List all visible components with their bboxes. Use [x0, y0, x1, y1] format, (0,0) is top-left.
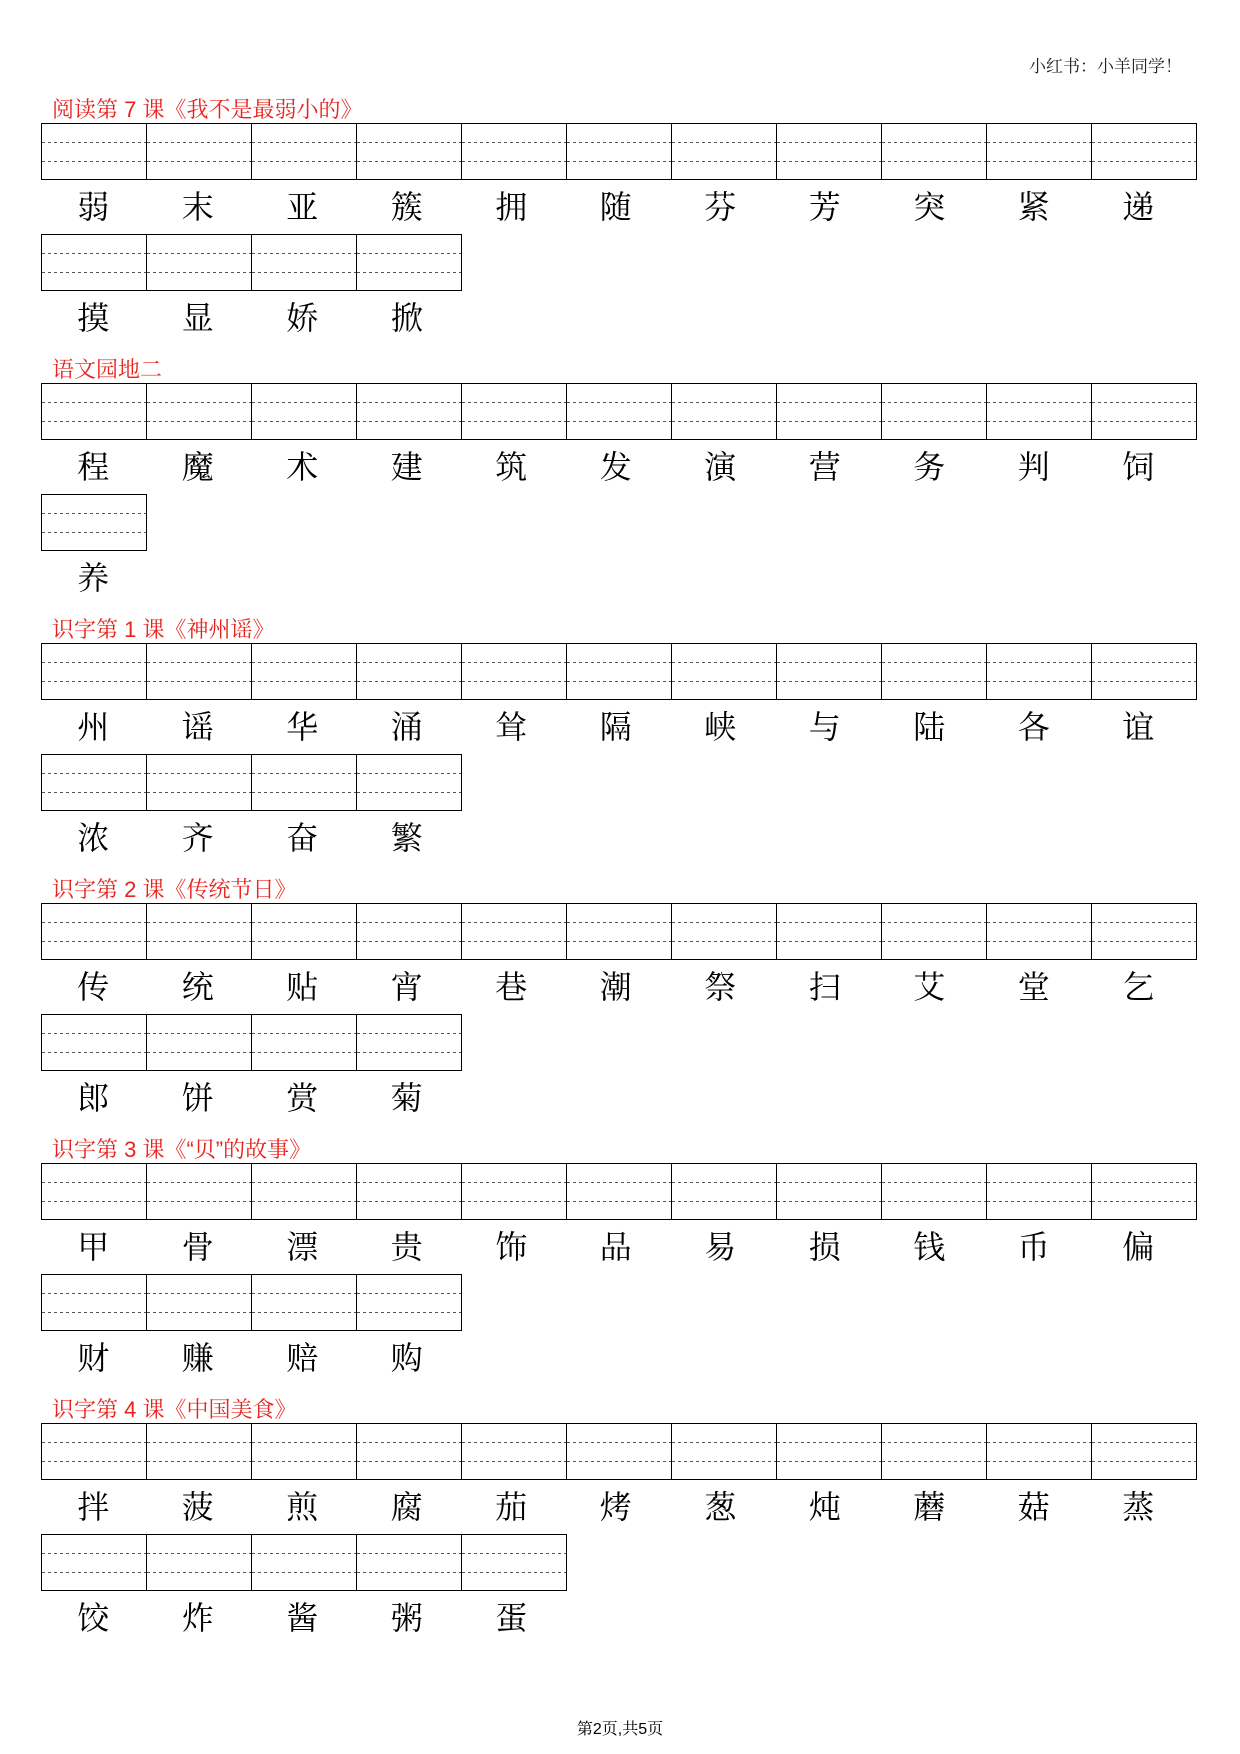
writing-box[interactable]: [1091, 1163, 1197, 1220]
vocab-character: 币: [1017, 1228, 1050, 1266]
writing-box[interactable]: [146, 754, 252, 811]
vocab-character: 贴: [286, 968, 319, 1006]
lesson-title: 识字第 4 课《中国美食》: [52, 1397, 297, 1422]
vocab-character: 递: [1122, 188, 1155, 226]
character-row: [41, 1163, 1201, 1274]
vocab-character: 粥: [390, 1599, 423, 1637]
lesson-section: [41, 1397, 1201, 1645]
writing-box[interactable]: [881, 123, 987, 180]
writing-box[interactable]: [671, 383, 777, 440]
writing-box[interactable]: [986, 903, 1092, 960]
writing-box[interactable]: [41, 494, 147, 551]
vocab-character: 炸: [181, 1599, 214, 1637]
vocab-character: 艾: [913, 968, 946, 1006]
lesson-title: 识字第 3 课《“贝”的故事》: [52, 1137, 312, 1162]
vocab-character: 腐: [390, 1488, 423, 1526]
character-row: [41, 1274, 1201, 1385]
vocab-character: 紧: [1017, 188, 1050, 226]
writing-box[interactable]: [41, 123, 147, 180]
writing-grid: [41, 123, 1201, 180]
lesson-section: [41, 617, 1201, 865]
writing-box[interactable]: [566, 123, 672, 180]
lesson-title: 阅读第 7 课《我不是最弱小的》: [52, 97, 363, 122]
writing-box[interactable]: [881, 1163, 987, 1220]
character-row: [41, 903, 1201, 1014]
writing-box[interactable]: [356, 1163, 462, 1220]
vocab-character: 统: [181, 968, 214, 1006]
writing-box[interactable]: [251, 383, 357, 440]
vocab-character: 娇: [286, 299, 319, 337]
lesson-section: [41, 1137, 1201, 1385]
vocab-character: 显: [181, 299, 214, 337]
character-row: [41, 383, 1201, 494]
character-list: [41, 1220, 1201, 1274]
writing-box[interactable]: [461, 903, 567, 960]
writing-box[interactable]: [776, 1163, 882, 1220]
writing-box[interactable]: [776, 903, 882, 960]
writing-box[interactable]: [671, 1163, 777, 1220]
writing-box[interactable]: [356, 903, 462, 960]
writing-box[interactable]: [461, 1163, 567, 1220]
vocab-character: 齐: [181, 819, 214, 857]
lesson-section: [41, 357, 1201, 605]
vocab-character: 隔: [599, 708, 632, 746]
brand-label: 小红书：小羊同学！: [1029, 57, 1182, 76]
character-row: [41, 643, 1201, 754]
writing-box[interactable]: [776, 123, 882, 180]
writing-box[interactable]: [356, 1014, 462, 1071]
vocab-character: 蘑: [913, 1488, 946, 1526]
writing-box[interactable]: [146, 903, 252, 960]
writing-box[interactable]: [41, 383, 147, 440]
vocab-character: 煎: [286, 1488, 319, 1526]
writing-box[interactable]: [251, 1014, 357, 1071]
writing-grid: [41, 494, 1201, 551]
lesson-section: [41, 877, 1201, 1125]
writing-box[interactable]: [986, 643, 1092, 700]
vocab-character: 随: [599, 188, 632, 226]
writing-box[interactable]: [461, 1534, 567, 1591]
writing-box[interactable]: [671, 643, 777, 700]
vocab-character: 判: [1017, 448, 1050, 486]
worksheet: [41, 97, 1201, 1657]
writing-box[interactable]: [881, 903, 987, 960]
vocab-character: 末: [181, 188, 214, 226]
vocab-character: 华: [286, 708, 319, 746]
writing-box[interactable]: [251, 903, 357, 960]
writing-box[interactable]: [566, 383, 672, 440]
vocab-character: 繁: [390, 819, 423, 857]
vocab-character: 拌: [77, 1488, 110, 1526]
writing-box[interactable]: [881, 643, 987, 700]
writing-box[interactable]: [146, 643, 252, 700]
writing-grid: [41, 1274, 1201, 1331]
vocab-character: 漂: [286, 1228, 319, 1266]
vocab-character: 品: [599, 1228, 632, 1266]
vocab-character: 谣: [181, 708, 214, 746]
writing-box[interactable]: [41, 1014, 147, 1071]
character-row: [41, 1014, 1201, 1125]
vocab-character: 茄: [495, 1488, 528, 1526]
writing-box[interactable]: [251, 1534, 357, 1591]
writing-box[interactable]: [881, 1423, 987, 1480]
vocab-character: 芬: [704, 188, 737, 226]
vocab-character: 葱: [704, 1488, 737, 1526]
writing-box[interactable]: [566, 1163, 672, 1220]
writing-box[interactable]: [251, 754, 357, 811]
character-list: [41, 440, 1201, 494]
writing-box[interactable]: [1091, 123, 1197, 180]
lesson-title: 识字第 1 课《神州谣》: [52, 617, 275, 642]
vocab-character: 郎: [77, 1079, 110, 1117]
character-list: [41, 551, 1201, 605]
vocab-character: 养: [77, 559, 110, 597]
writing-grid: [41, 383, 1201, 440]
writing-box[interactable]: [776, 1423, 882, 1480]
vocab-character: 突: [913, 188, 946, 226]
writing-box[interactable]: [881, 383, 987, 440]
vocab-character: 芳: [808, 188, 841, 226]
vocab-character: 菠: [181, 1488, 214, 1526]
writing-box[interactable]: [41, 643, 147, 700]
vocab-character: 堂: [1017, 968, 1050, 1006]
vocab-character: 术: [286, 448, 319, 486]
writing-box[interactable]: [986, 123, 1092, 180]
writing-box[interactable]: [671, 903, 777, 960]
vocab-character: 簇: [390, 188, 423, 226]
writing-box[interactable]: [461, 643, 567, 700]
vocab-character: 甲: [77, 1228, 110, 1266]
vocab-character: 传: [77, 968, 110, 1006]
writing-box[interactable]: [461, 1423, 567, 1480]
vocab-character: 扫: [808, 968, 841, 1006]
character-row: [41, 1423, 1201, 1534]
vocab-character: 乞: [1122, 968, 1155, 1006]
character-row: [41, 234, 1201, 345]
vocab-character: 饼: [181, 1079, 214, 1117]
writing-box[interactable]: [251, 123, 357, 180]
vocab-character: 发: [599, 448, 632, 486]
vocab-character: 建: [390, 448, 423, 486]
vocab-character: 潮: [599, 968, 632, 1006]
writing-box[interactable]: [776, 383, 882, 440]
lesson-title: 语文园地二: [52, 357, 163, 382]
writing-box[interactable]: [986, 383, 1092, 440]
writing-box[interactable]: [41, 754, 147, 811]
writing-box[interactable]: [146, 1014, 252, 1071]
vocab-character: 饰: [495, 1228, 528, 1266]
writing-box[interactable]: [251, 1274, 357, 1331]
writing-box[interactable]: [146, 1274, 252, 1331]
writing-box[interactable]: [671, 1423, 777, 1480]
writing-box[interactable]: [41, 1274, 147, 1331]
vocab-character: 浓: [77, 819, 110, 857]
vocab-character: 拥: [495, 188, 528, 226]
writing-box[interactable]: [146, 234, 252, 291]
vocab-character: 峡: [704, 708, 737, 746]
writing-box[interactable]: [146, 383, 252, 440]
writing-grid: [41, 754, 1201, 811]
character-row: [41, 1534, 1201, 1645]
writing-box[interactable]: [461, 383, 567, 440]
vocab-character: 务: [913, 448, 946, 486]
page-number: 第2页,共5页: [576, 1721, 664, 1738]
character-list: [41, 1591, 1201, 1645]
vocab-character: 易: [704, 1228, 737, 1266]
writing-box[interactable]: [146, 123, 252, 180]
writing-grid: [41, 1014, 1201, 1071]
vocab-character: 菊: [390, 1079, 423, 1117]
vocab-character: 奋: [286, 819, 319, 857]
vocab-character: 魔: [181, 448, 214, 486]
vocab-character: 亚: [286, 188, 319, 226]
vocab-character: 财: [77, 1339, 110, 1377]
vocab-character: 巷: [495, 968, 528, 1006]
vocab-character: 州: [77, 708, 110, 746]
writing-box[interactable]: [986, 1163, 1092, 1220]
writing-box[interactable]: [1091, 643, 1197, 700]
writing-box[interactable]: [146, 1534, 252, 1591]
writing-box[interactable]: [1091, 1423, 1197, 1480]
writing-box[interactable]: [356, 1274, 462, 1331]
writing-box[interactable]: [356, 383, 462, 440]
writing-box[interactable]: [1091, 903, 1197, 960]
lesson-title: 识字第 2 课《传统节日》: [52, 877, 297, 902]
writing-box[interactable]: [566, 903, 672, 960]
writing-box[interactable]: [356, 643, 462, 700]
writing-grid: [41, 643, 1201, 700]
writing-box[interactable]: [146, 1163, 252, 1220]
vocab-character: 赚: [181, 1339, 214, 1377]
writing-box[interactable]: [356, 754, 462, 811]
writing-box[interactable]: [356, 1534, 462, 1591]
writing-box[interactable]: [251, 1423, 357, 1480]
character-list: [41, 811, 1201, 865]
writing-grid: [41, 1423, 1201, 1480]
vocab-character: 烤: [599, 1488, 632, 1526]
writing-box[interactable]: [41, 1423, 147, 1480]
writing-grid: [41, 1163, 1201, 1220]
writing-box[interactable]: [41, 234, 147, 291]
vocab-character: 陆: [913, 708, 946, 746]
vocab-character: 祭: [704, 968, 737, 1006]
writing-box[interactable]: [251, 234, 357, 291]
vocab-character: 与: [808, 708, 841, 746]
vocab-character: 掀: [390, 299, 423, 337]
vocab-character: 蛋: [495, 1599, 528, 1637]
character-list: [41, 291, 1201, 345]
writing-grid: [41, 903, 1201, 960]
writing-box[interactable]: [41, 1534, 147, 1591]
writing-box[interactable]: [356, 123, 462, 180]
lesson-section: [41, 97, 1201, 345]
writing-box[interactable]: [41, 1163, 147, 1220]
vocab-character: 饲: [1122, 448, 1155, 486]
writing-box[interactable]: [566, 643, 672, 700]
character-row: [41, 494, 1201, 605]
vocab-character: 贵: [390, 1228, 423, 1266]
writing-box[interactable]: [251, 1163, 357, 1220]
writing-box[interactable]: [146, 1423, 252, 1480]
vocab-character: 偏: [1122, 1228, 1155, 1266]
vocab-character: 炖: [808, 1488, 841, 1526]
character-row: [41, 754, 1201, 865]
writing-box[interactable]: [566, 1423, 672, 1480]
vocab-character: 蒸: [1122, 1488, 1155, 1526]
writing-box[interactable]: [356, 234, 462, 291]
character-list: [41, 1480, 1201, 1534]
vocab-character: 酱: [286, 1599, 319, 1637]
vocab-character: 赏: [286, 1079, 319, 1117]
vocab-character: 弱: [77, 188, 110, 226]
writing-box[interactable]: [41, 903, 147, 960]
vocab-character: 各: [1017, 708, 1050, 746]
vocab-character: 损: [808, 1228, 841, 1266]
vocab-character: 程: [77, 448, 110, 486]
vocab-character: 赔: [286, 1339, 319, 1377]
writing-box[interactable]: [776, 643, 882, 700]
character-list: [41, 180, 1201, 234]
vocab-character: 营: [808, 448, 841, 486]
character-row: [41, 123, 1201, 234]
vocab-character: 宵: [390, 968, 423, 1006]
vocab-character: 涌: [390, 708, 423, 746]
character-list: [41, 1071, 1201, 1125]
character-list: [41, 700, 1201, 754]
vocab-character: 钱: [913, 1228, 946, 1266]
vocab-character: 演: [704, 448, 737, 486]
vocab-character: 摸: [77, 299, 110, 337]
writing-grid: [41, 1534, 1201, 1591]
writing-box[interactable]: [461, 123, 567, 180]
vocab-character: 骨: [181, 1228, 214, 1266]
vocab-character: 购: [390, 1339, 423, 1377]
writing-box[interactable]: [356, 1423, 462, 1480]
vocab-character: 菇: [1017, 1488, 1050, 1526]
vocab-character: 谊: [1122, 708, 1155, 746]
writing-grid: [41, 234, 1201, 291]
writing-box[interactable]: [1091, 383, 1197, 440]
writing-box[interactable]: [986, 1423, 1092, 1480]
writing-box[interactable]: [671, 123, 777, 180]
vocab-character: 饺: [77, 1599, 110, 1637]
vocab-character: 耸: [495, 708, 528, 746]
vocab-character: 筑: [495, 448, 528, 486]
character-list: [41, 960, 1201, 1014]
writing-box[interactable]: [251, 643, 357, 700]
character-list: [41, 1331, 1201, 1385]
